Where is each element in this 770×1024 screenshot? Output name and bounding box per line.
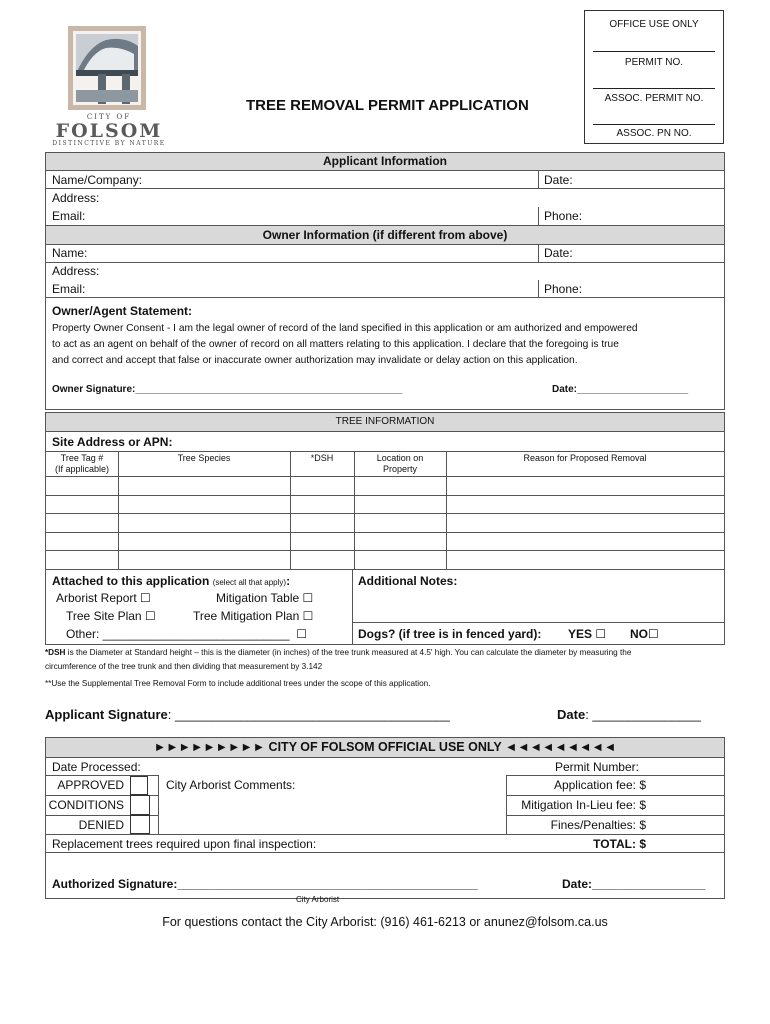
site-address-label[interactable]: Site Address or APN: xyxy=(52,435,173,449)
additional-notes-label[interactable]: Additional Notes: xyxy=(358,574,458,588)
tree-row-2[interactable] xyxy=(47,496,723,512)
statement-line-3: and correct and accept that false or inaccurate owner authorization may invalidate or delay action on this application. xyxy=(52,355,578,366)
tree-mitigation-plan-checkbox[interactable]: ☐ xyxy=(302,609,314,623)
application-fee-label[interactable]: Application fee: $ xyxy=(553,778,646,792)
attachments-notes-block xyxy=(45,569,725,645)
bridge-logo-icon xyxy=(68,26,146,110)
applicant-signature[interactable] xyxy=(45,707,450,722)
assoc-permit-no-label: ASSOC. PERMIT NO. xyxy=(604,93,704,104)
dogs-yes-option[interactable] xyxy=(568,627,606,641)
logo-folsom: FOLSOM xyxy=(55,120,163,142)
statement-line-1: Property Owner Consent - I am the legal owner of record of the land specified in this application or am authorized and empowered xyxy=(52,323,638,334)
mitigation-table-checkbox[interactable]: ☐ xyxy=(302,591,314,605)
applicant-date-line[interactable]: : _______________ xyxy=(585,707,701,722)
dogs-no-label: NO xyxy=(630,627,648,641)
conditions-checkbox[interactable] xyxy=(130,795,150,815)
statement-line-2: to act as an agent on behalf of the owner of record on all matters relating to this application. I declare that the foregoing is true xyxy=(52,339,619,350)
applicant-signature-label: Applicant Signature xyxy=(45,707,168,722)
owner-email-label[interactable]: Email: xyxy=(52,282,86,296)
authorized-date[interactable]: Date:_________________ xyxy=(562,877,706,891)
owner-signature-date[interactable]: Date:____________________ xyxy=(552,384,689,395)
tree-row-4[interactable] xyxy=(47,533,723,549)
owner-date-label[interactable]: Date: xyxy=(544,246,573,260)
mitigation-fee-label[interactable]: Mitigation In-Lieu fee: $ xyxy=(521,798,646,812)
dogs-no-checkbox[interactable]: ☐ xyxy=(648,627,659,641)
office-use-box xyxy=(584,10,724,144)
arborist-report-option[interactable] xyxy=(56,591,151,605)
col-location-line2: Property xyxy=(382,464,417,474)
dogs-question: Dogs? (if tree is in fenced yard): xyxy=(358,627,542,641)
applicant-owner-block xyxy=(45,152,725,298)
permit-no-label: PERMIT NO. xyxy=(624,57,684,68)
other-checkbox[interactable]: ☐ xyxy=(296,627,307,641)
assoc-pn-no-label: ASSOC. PN NO. xyxy=(616,128,692,139)
col-tree-species: Tree Species xyxy=(177,453,231,463)
arborist-report-checkbox[interactable]: ☐ xyxy=(140,591,151,605)
conditions-label: CONDITIONS xyxy=(48,798,124,812)
applicant-header: Applicant Information xyxy=(46,153,724,171)
denied-checkbox[interactable] xyxy=(130,815,150,834)
city-logo xyxy=(44,24,174,148)
attached-title-text: Attached to this application xyxy=(52,574,210,588)
other-label[interactable]: Other: ____________________________ xyxy=(66,627,290,641)
applicant-address-label[interactable]: Address: xyxy=(52,191,100,205)
denied-label: DENIED xyxy=(78,818,124,832)
col-tree-tag xyxy=(46,453,118,475)
dogs-yes-label: YES xyxy=(568,627,593,641)
tree-info-header: TREE INFORMATION xyxy=(46,413,724,432)
tree-site-plan-label: Tree Site Plan xyxy=(66,609,142,623)
contact-line: For questions contact the City Arborist: (916) 461-6213 or anunez@folsom.ca.us xyxy=(162,915,608,929)
applicant-phone-label[interactable]: Phone: xyxy=(544,209,583,223)
tree-information-block xyxy=(45,412,725,570)
total-label[interactable]: TOTAL: $ xyxy=(593,837,646,851)
owner-header: Owner Information (if different from above) xyxy=(46,225,724,245)
applicant-name-label[interactable]: Name/Company: xyxy=(52,173,143,187)
authorized-signature[interactable]: Authorized Signature:_____________________________________________ xyxy=(52,877,478,891)
col-reason: Reason for Proposed Removal xyxy=(523,453,647,463)
owner-agent-statement xyxy=(45,297,725,410)
col-tree-tag-line2: (If applicable) xyxy=(54,464,110,474)
dogs-no-option[interactable] xyxy=(630,627,659,641)
owner-phone-label[interactable]: Phone: xyxy=(544,282,583,296)
tree-mitigation-plan-option[interactable] xyxy=(193,609,313,623)
dogs-yes-checkbox[interactable]: ☐ xyxy=(595,627,607,641)
form-title: TREE REMOVAL PERMIT APPLICATION xyxy=(246,97,529,114)
tree-site-plan-option[interactable] xyxy=(66,609,156,623)
tree-site-plan-checkbox[interactable]: ☐ xyxy=(144,609,156,623)
mitigation-table-option[interactable] xyxy=(216,591,313,605)
owner-signature-line[interactable]: Owner Signature:________________________________________________ xyxy=(52,384,403,395)
attached-hint: (select all that apply) xyxy=(212,578,287,587)
applicant-signature-date[interactable] xyxy=(557,707,701,722)
applicant-email-label[interactable]: Email: xyxy=(52,209,86,223)
official-use-block xyxy=(45,737,725,899)
arborist-report-label: Arborist Report xyxy=(56,591,137,605)
col-location xyxy=(354,453,446,475)
tree-row-1[interactable] xyxy=(47,477,723,494)
permit-number-label[interactable]: Permit Number: xyxy=(554,760,639,774)
approved-label: APPROVED xyxy=(57,778,124,792)
fines-label[interactable]: Fines/Penalties: $ xyxy=(550,818,646,832)
dsh-footnote-line2: circumference of the tree trunk and then dividing that measurement by 3.142 xyxy=(45,662,323,671)
attached-title xyxy=(52,574,290,590)
logo-tagline: DISTINCTIVE BY NATURE xyxy=(52,140,166,147)
applicant-signature-line[interactable]: : ______________________________________ xyxy=(167,707,450,722)
logo-city-of: CITY OF xyxy=(86,113,132,121)
applicant-date-label[interactable]: Date: xyxy=(544,173,573,187)
supplemental-note: **Use the Supplemental Tree Removal Form to include additional trees under the scope of this application. xyxy=(45,679,431,688)
tree-mitigation-plan-label: Tree Mitigation Plan xyxy=(193,609,300,623)
office-use-title: OFFICE USE ONLY xyxy=(609,19,699,30)
date-processed-label[interactable]: Date Processed: xyxy=(52,760,141,774)
official-header: ►►►►►►►►► CITY OF FOLSOM OFFICIAL USE ONLY ◄◄◄◄◄◄◄◄◄ xyxy=(46,738,724,758)
approved-checkbox[interactable] xyxy=(130,776,148,795)
attached-colon: : xyxy=(286,574,291,588)
replacement-trees-label[interactable]: Replacement trees required upon final inspection: xyxy=(52,837,317,851)
dsh-footnote-bold: *DSH xyxy=(45,648,66,657)
col-dsh: *DSH xyxy=(310,453,334,463)
mitigation-table-label: Mitigation Table xyxy=(216,591,300,605)
tree-row-3[interactable] xyxy=(47,514,723,531)
dsh-footnote-text: is the Diameter at Standard height – this is the diameter (in inches) of the tree trunk measured at 4.5' high. You can calculate the diameter by measuring the xyxy=(65,648,632,657)
applicant-date-label: Date xyxy=(557,707,586,722)
owner-address-label[interactable]: Address: xyxy=(52,264,100,278)
col-tree-tag-line1: Tree Tag # xyxy=(60,453,104,463)
col-location-line1: Location on xyxy=(376,453,424,463)
statement-title: Owner/Agent Statement: xyxy=(52,304,193,318)
dsh-footnote xyxy=(45,648,631,658)
arborist-comments-label[interactable]: City Arborist Comments: xyxy=(166,778,296,792)
other-option[interactable] xyxy=(66,627,307,641)
city-arborist-caption: City Arborist xyxy=(296,895,340,904)
owner-name-label[interactable]: Name: xyxy=(52,246,88,260)
tree-row-5[interactable] xyxy=(47,551,723,568)
